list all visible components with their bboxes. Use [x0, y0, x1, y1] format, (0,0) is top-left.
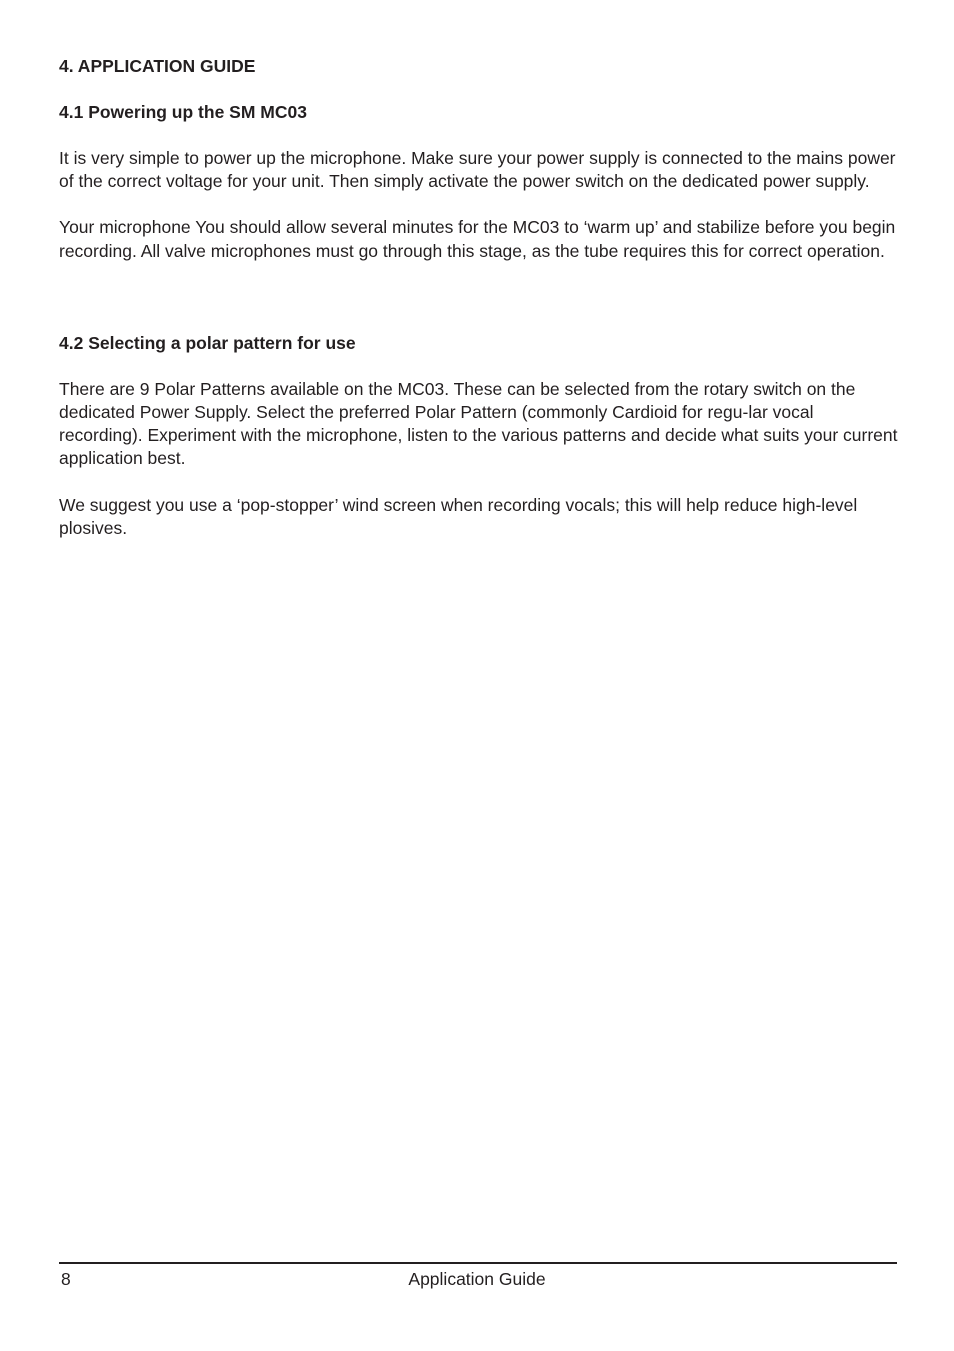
footer-divider — [59, 1262, 897, 1264]
section-heading-powering-up: 4.1 Powering up the SM MC03 — [59, 102, 307, 122]
page-body — [59, 55, 899, 563]
chapter-title: 4. APPLICATION GUIDE — [59, 56, 256, 76]
paragraph-power-supply: It is very simple to power up the microphone. Make sure your power supply is connected to the mains power of the correct voltage for your unit. Then simply activate the power switch on the dedicated power supply. — [59, 148, 896, 192]
paragraph-pop-stopper: We suggest you use a ‘pop-stopper’ wind screen when recording vocals; this will help reduce high-level plosives. — [59, 494, 858, 538]
section-polar-pattern — [59, 332, 899, 540]
footer-title: Application Guide — [408, 1269, 546, 1289]
section-heading-polar-pattern: 4.2 Selecting a polar pattern for use — [59, 332, 356, 353]
paragraph-warm-up: Your microphone You should allow several minutes for the MC03 to ‘warm up’ and stabilize before you begin recording. All valve microphones must go through this stage, as the tube requires this for correct operation. — [59, 217, 896, 261]
section-spacer — [59, 286, 899, 332]
footer-page-number: 8 — [61, 1269, 71, 1289]
paragraph-polar-patterns: There are 9 Polar Patterns available on the MC03. These can be selected from the rotary switch on the dedicated Power Supply. Select the preferred Polar Pattern (commonly Cardioid for regu-lar vocal recording). Experiment with the microphone, listen to the various patterns and decide what suits your current application best. — [59, 378, 898, 469]
section-powering-up — [59, 101, 899, 263]
